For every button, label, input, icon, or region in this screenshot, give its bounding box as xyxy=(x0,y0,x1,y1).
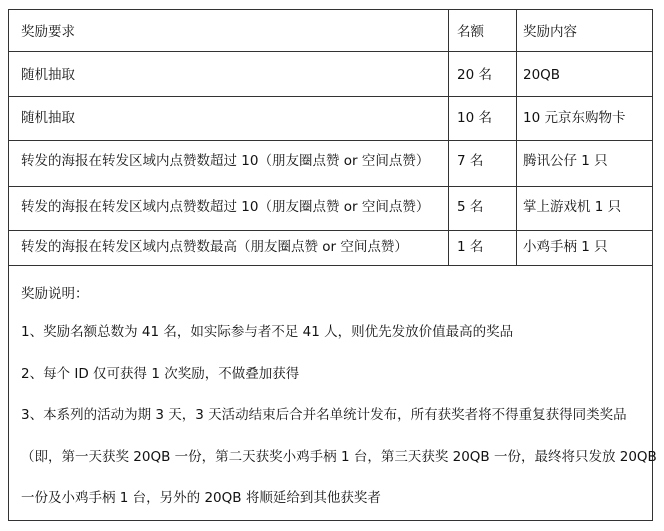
note-item: 3、本系列的活动为期 3 天，3 天活动结束后合并名单统计发布，所有获奖者将不得重复获得同类奖品 xyxy=(21,407,627,423)
row-divider xyxy=(9,265,652,266)
row-divider xyxy=(9,140,652,141)
table-row-quota: 1 名 xyxy=(457,239,484,255)
column-divider xyxy=(448,10,449,265)
header-quota: 名额 xyxy=(457,24,484,40)
note-item: 1、奖励名额总数为 41 名，如实际参与者不足 41 人，则优先发放价值最高的奖品 xyxy=(21,324,514,340)
table-row-requirement: 转发的海报在转发区域内点赞数超过 10（朋友圈点赞 or 空间点赞） xyxy=(21,199,430,215)
table-row-quota: 7 名 xyxy=(457,153,484,169)
table-row-quota: 20 名 xyxy=(457,67,492,83)
row-divider xyxy=(9,230,652,231)
table-row-quota: 10 名 xyxy=(457,110,492,126)
header-reward: 奖励内容 xyxy=(523,24,577,40)
note-item: 一份及小鸡手柄 1 台，另外的 20QB 将顺延给到其他获奖者 xyxy=(21,490,381,506)
row-divider xyxy=(9,186,652,187)
table-row-reward: 掌上游戏机 1 只 xyxy=(523,199,622,215)
note-item: 2、每个 ID 仅可获得 1 次奖励，不做叠加获得 xyxy=(21,366,300,382)
notes-title: 奖励说明： xyxy=(21,286,89,302)
table-row-requirement: 随机抽取 xyxy=(21,67,75,83)
table-row-reward: 腾讯公仔 1 只 xyxy=(523,153,608,169)
header-requirement: 奖励要求 xyxy=(21,24,75,40)
row-divider xyxy=(9,96,652,97)
table-row-reward: 20QB xyxy=(523,67,561,83)
table-row-reward: 小鸡手柄 1 只 xyxy=(523,239,608,255)
table-row-requirement: 随机抽取 xyxy=(21,110,75,126)
table-row-reward: 10 元京东购物卡 xyxy=(523,110,626,126)
reward-table xyxy=(8,9,653,521)
note-item: （即，第一天获奖 20QB 一份，第二天获奖小鸡手柄 1 台，第三天获奖 20QB 一份，最终将只发放 20QB xyxy=(21,449,657,465)
column-divider xyxy=(516,10,517,265)
table-row-requirement: 转发的海报在转发区域内点赞数超过 10（朋友圈点赞 or 空间点赞） xyxy=(21,153,430,169)
table-row-requirement: 转发的海报在转发区域内点赞数最高（朋友圈点赞 or 空间点赞） xyxy=(21,239,408,255)
table-row-quota: 5 名 xyxy=(457,199,484,215)
row-divider xyxy=(9,51,652,52)
